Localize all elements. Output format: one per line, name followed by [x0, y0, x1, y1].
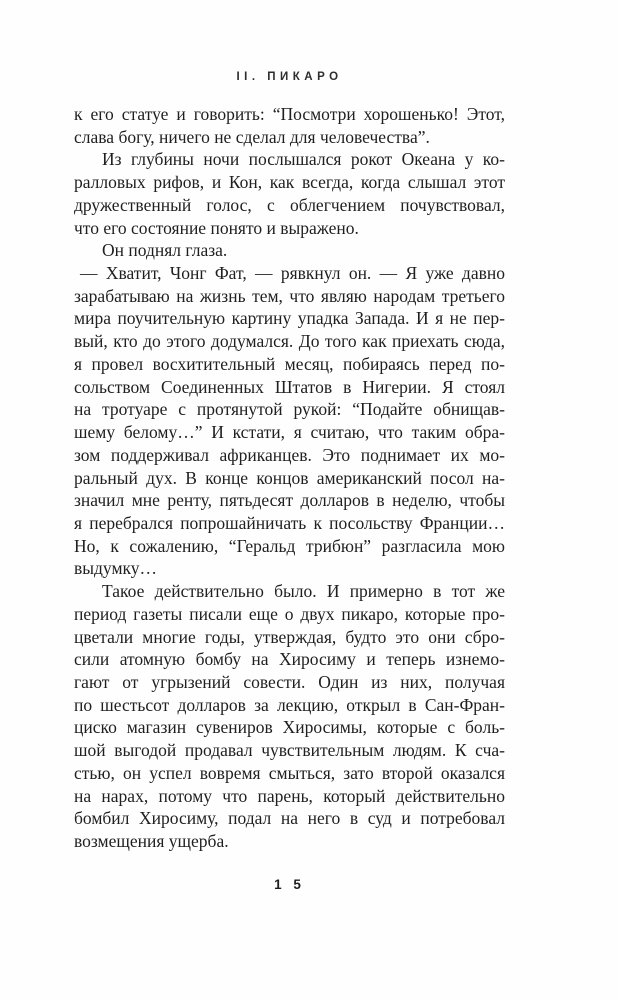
- text-line: ральный дух. В конце концов американский посол на-: [74, 467, 505, 488]
- page-number: 1 5: [274, 877, 305, 892]
- body-text: [74, 103, 505, 853]
- text-line: зарабатываю на жизнь тем, что являю народам третьего: [74, 285, 505, 306]
- paragraph: [74, 239, 505, 262]
- text-line: сольством Соединенных Штатов в Нигерии. Я стоял: [74, 376, 505, 397]
- paragraph: [74, 103, 505, 148]
- text-line: я перебрался попрошайничать к посольству Франции…: [74, 512, 505, 533]
- paragraph: [74, 580, 505, 853]
- text-line: по шестьсот долларов за лекцию, открыл в Сан-Фран-: [74, 694, 505, 715]
- text-line: Такое действительно было. И примерно в тот же: [102, 581, 505, 602]
- paragraph: [74, 262, 505, 580]
- text-line: шой выгодой продавал чувствительным людям. К сча-: [74, 740, 505, 761]
- text-line: выдумку…: [74, 558, 158, 579]
- text-line: на тротуаре с протянутой рукой: “Подайте обнищав-: [74, 399, 505, 420]
- text-line: я провел восхитительный месяц, побираясь перед по-: [74, 353, 505, 374]
- text-line: зом поддерживал африканцев. Это поднимает их мо-: [74, 444, 505, 465]
- text-line: Он поднял глаза.: [102, 240, 228, 261]
- text-line: дружественный голос, с облегчением почувствовал,: [74, 194, 505, 215]
- text-line: период газеты писали еще о двух пикаро, которые про-: [74, 603, 505, 624]
- text-line: Но, к сожалению, “Геральд трибюн” разгласила мою: [74, 535, 505, 556]
- text-line: к его статуе и говорить: “Посмотри хорошенько! Этот,: [74, 104, 505, 124]
- text-line: бомбил Хиросиму, подал на него в суд и потребовал: [74, 808, 505, 829]
- text-line: шему белому…” И кстати, я считаю, что таким обра-: [74, 422, 505, 443]
- text-line: гают от угрызений совести. Один из них, получая: [74, 671, 505, 692]
- text-line: что его состояние понято и выражено.: [74, 217, 359, 238]
- text-line: вый, кто до этого додумался. До того как приехать сюда,: [74, 331, 505, 352]
- text-line: — Хватит, Чонг Фат, — рявкнул он. — Я уже давно: [80, 263, 505, 284]
- text-line: стью, он успел вовремя смыться, зато второй оказался: [74, 762, 505, 783]
- text-line: значил мне ренту, пятьдесят долларов в неделю, чтобы: [74, 490, 505, 511]
- text-line: цветали многие годы, утверждая, будто это они сбро-: [74, 626, 505, 647]
- text-line: слава богу, ничего не сделал для человечества”.: [74, 126, 430, 147]
- text-line: Из глубины ночи послышался рокот Океана у ко-: [102, 149, 505, 170]
- text-line: возмещения ущерба.: [74, 831, 229, 851]
- running-head: II. ПИКАРО: [236, 71, 343, 83]
- text-line: сили атомную бомбу на Хиросиму и теперь изнемо-: [74, 649, 505, 670]
- text-line: циско магазин сувениров Хиросимы, которые с боль-: [74, 717, 505, 738]
- text-line: на нарах, потому что парень, который действительно: [74, 785, 505, 806]
- text-line: мира поучительную картину упадка Запада. И я не пер-: [74, 308, 505, 329]
- text-line: ралловых рифов, и Кон, как всегда, когда слышал этот: [74, 172, 505, 193]
- paragraph: [74, 148, 505, 239]
